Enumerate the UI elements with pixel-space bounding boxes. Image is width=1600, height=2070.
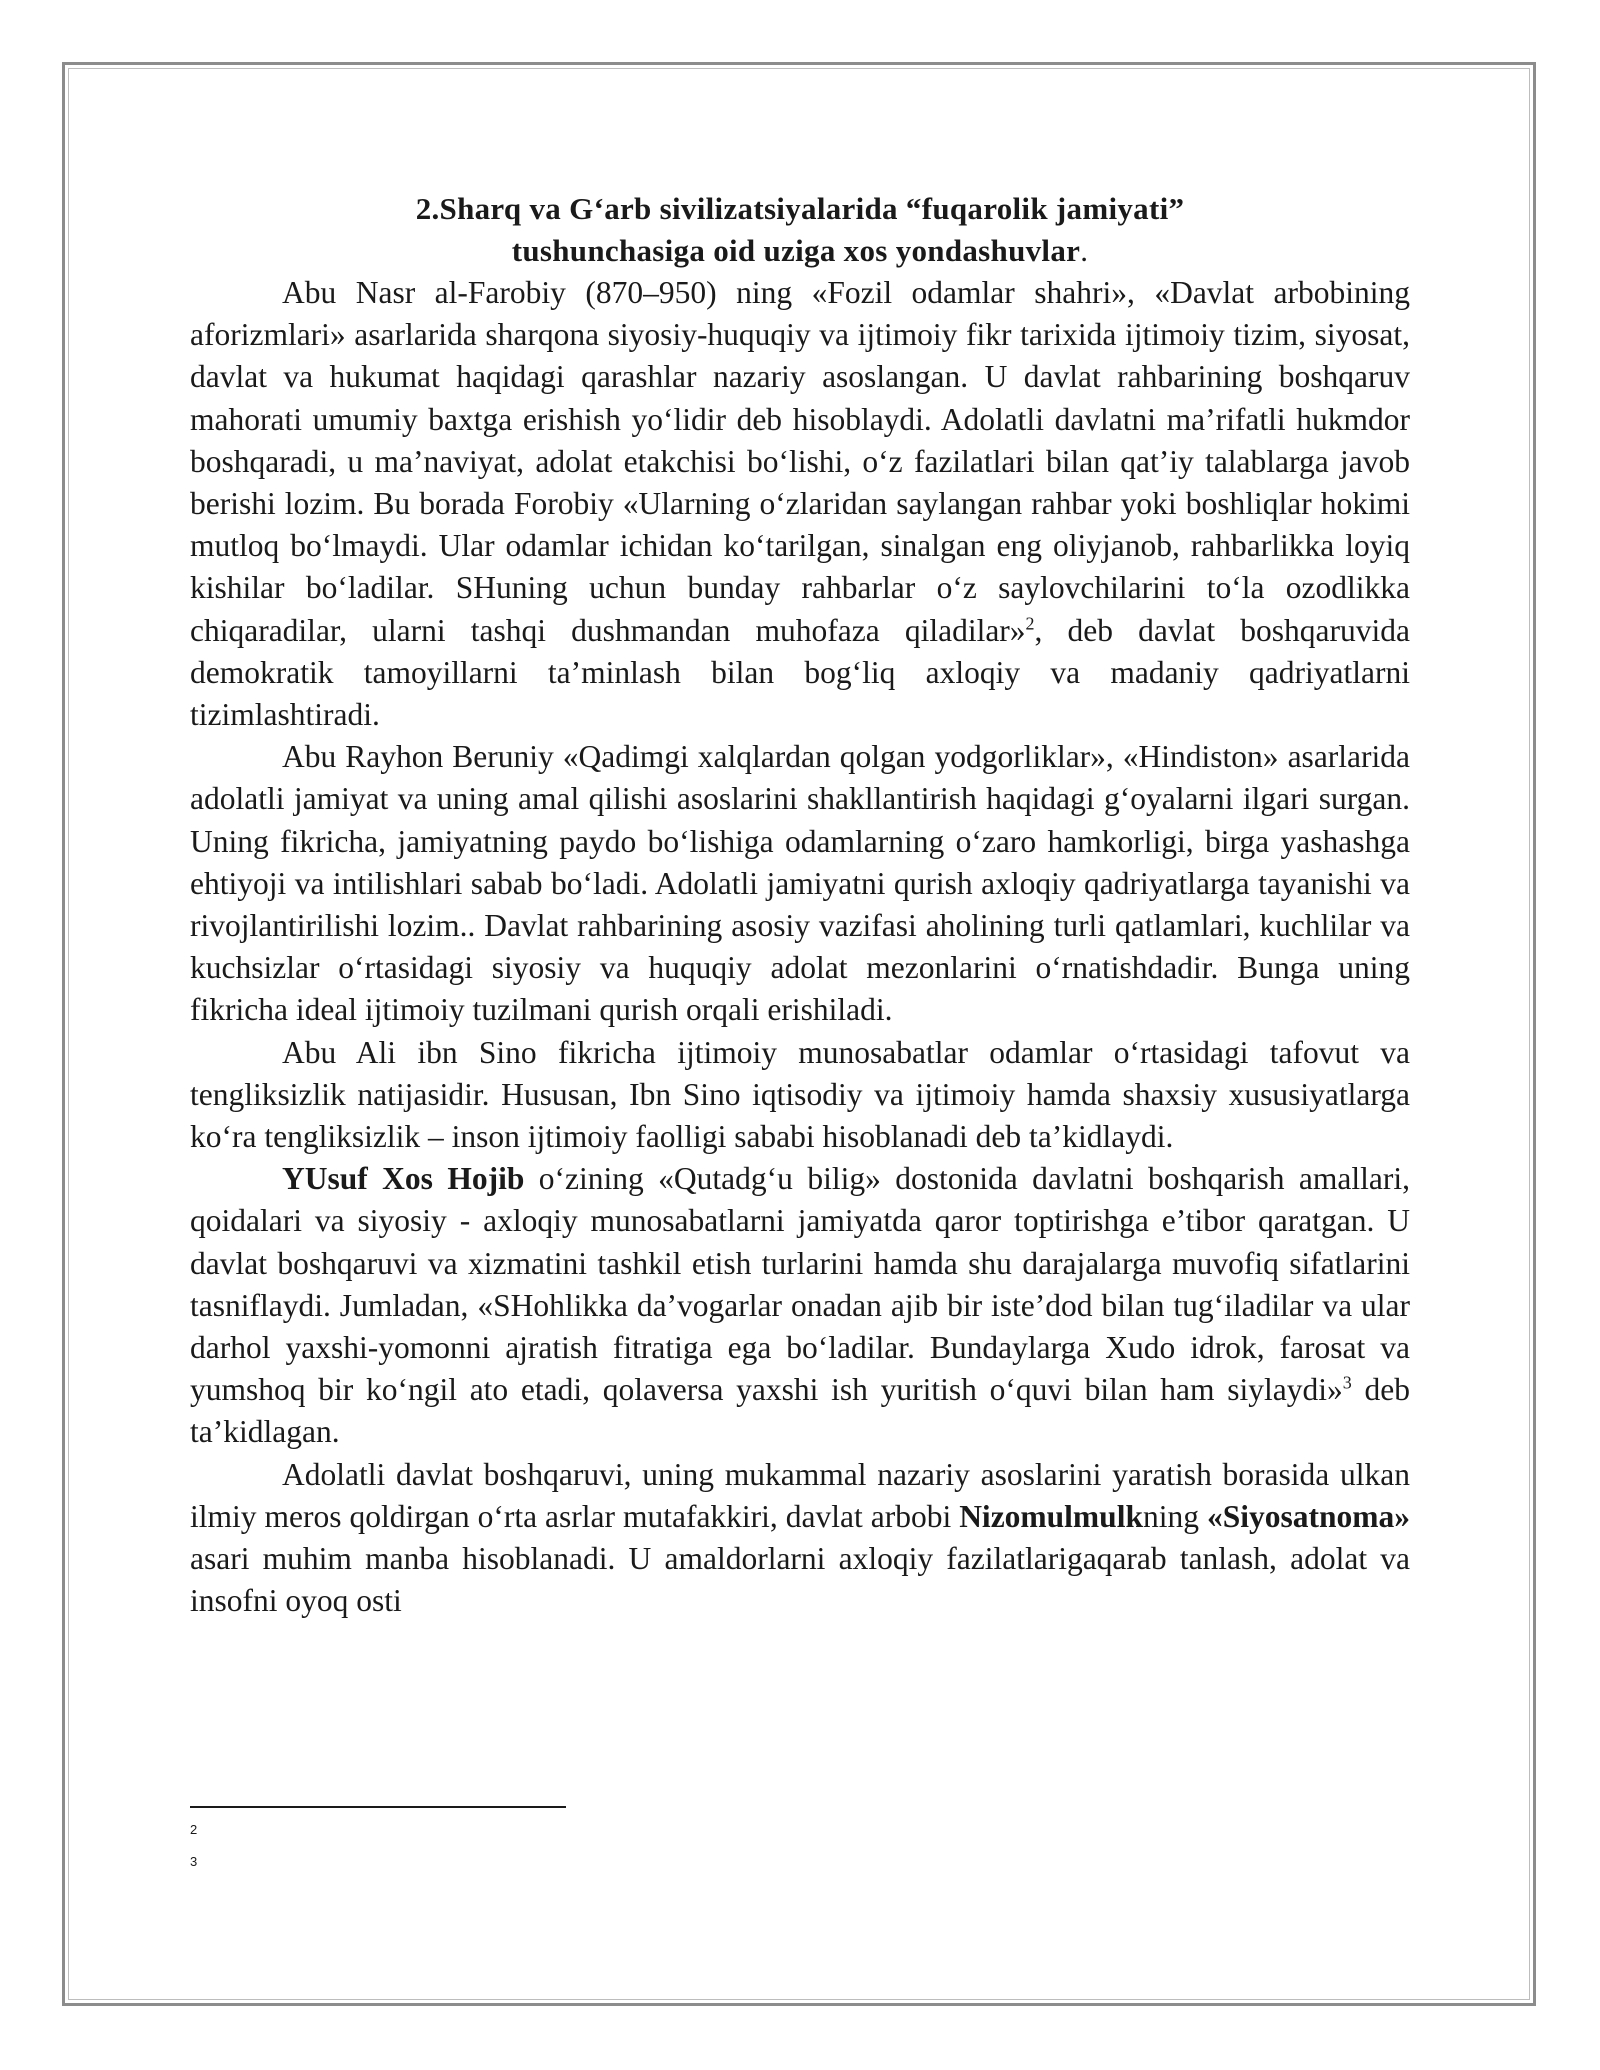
section-title (190, 188, 1410, 272)
yusuf-text-end: deb ta’kidlagan. (190, 1372, 1410, 1450)
paragraph-farobiy (190, 272, 1410, 736)
yusuf-name: YUsuf Xos Hojib (282, 1161, 525, 1197)
footnote-ref-3[interactable]: 3 (1342, 1372, 1352, 1393)
nizom-text-end: asari muhim manba hisoblanadi. U amaldorlarni axloqiy fazilatlarigaqarab tanlash, adolat va insofni oyoq osti (190, 1541, 1410, 1619)
footnote-separator (190, 1806, 566, 1808)
title-line-1: 2.Sharq va G‘arb sivilizatsiyalarida “fuqarolik jamiyati” (415, 191, 1185, 226)
farobiy-text: Abu Nasr al-Farobiy (870–950) ning «Fozil odamlar shahri», «Davlat arbobining aforizmlari» asarlarida sharqona siyosiy-huquqiy va ijtimoiy fikr tarixida ijtimoiy tizim, siyosat, davlat va hukumat haqidagi qarashlar nazariy asoslangan. U davlat rahbarining boshqaruv mahorati umumiy baxtga erishish yo‘lidir deb hisoblaydi. Adolatli davlatni ma’rifatli hukmdor boshqaradi, u ma’naviyat, adolat etakchisi bo‘lishi, o‘z fazilatlari bilan qat’iy talablarga javob berishi lozim. Bu borada Forobiy «Ularning o‘zlaridan saylangan rahbar yoki boshliqlar hokimi mutloq bo‘lmaydi. Ular odamlar ichidan ko‘tarilgan, sinalgan eng oliyjanob, rahbarlikka loyiq kishilar bo‘ladilar. SHuning uchun bunday rahbarlar o‘z saylovchilarini to‘la ozodlikka chiqaradilar, ularni tashqi dushmandan muhofaza qiladilar» (190, 275, 1410, 648)
nizom-book: «Siyosatnoma» (1206, 1498, 1410, 1534)
nizom-text: Adolatli davlat boshqaruvi, uning mukammal nazariy asoslarini yaratish borasida ulkan ilmiy meros qoldirgan o‘rta asrlar mutafakkiri, davlat arbobi (190, 1456, 1410, 1534)
document-body (190, 188, 1410, 1623)
nizom-suffix: ning (1142, 1498, 1207, 1534)
footnote-3: 3 (190, 1854, 198, 1869)
paragraph-nizomulmulk (190, 1454, 1410, 1623)
farobiy-text-end: , deb davlat boshqaruvida demokratik tamoyillarni ta’minlash bilan bog‘liq axloqiy va madaniy qadriyatlarni tizimlashtiradi. (190, 612, 1410, 733)
paragraph-yusuf (190, 1158, 1410, 1453)
title-line-2-text: tushunchasiga oid uziga xos yondashuvlar (511, 233, 1081, 268)
paragraph-ibn-sino: Abu Ali ibn Sino fikricha ijtimoiy munosabatlar odamlar o‘rtasidagi tafovut va tengliksizlik natijasidir. Hususan, Ibn Sino iqtisodiy va ijtimoiy hamda shaxsiy xususiyatlarga ko‘ra tengliksizlik – inson ijtimoiy faolligi sababi hisoblanadi deb ta’kidlaydi. (190, 1034, 1410, 1155)
paragraph-beruniy: Abu Rayhon Beruniy «Qadimgi xalqlardan qolgan yodgorliklar», «Hindiston» asarlarida adolatli jamiyat va uning amal qilishi asoslarini shakllantirish haqidagi g‘oyalarni ilgari surgan. Uning fikricha, jamiyatning paydo bo‘lishiga odamlarning o‘zaro hamkorligi, birga yashashga ehtiyoji va intilishlari sabab bo‘ladi. Adolatli jamiyatni qurish axloqiy qadriyatlarga tayanishi va rivojlantirilishi lozim.. Davlat rahbarining asosiy vazifasi aholining turli qatlamlari, kuchlilar va kuchsizlar o‘rtasidagi siyosiy va huquqiy adolat mezonlarini o‘rnatishdadir. Bunga uning fikricha ideal ijtimoiy tuzilmani qurish orqali erishiladi. (190, 739, 1410, 1028)
title-line-2: tushunchasiga oid uziga xos yondashuvlar. (511, 233, 1089, 268)
yusuf-text: o‘zining «Qutadg‘u bilig» dostonida davlatni boshqarish amallari, qoidalari va siyosiy - axloqiy munosabatlarni jamiyatda qaror toptirishga e’tibor qaratgan. U davlat boshqaruvi va xizmatini tashkil etish turlarini hamda shu darajalarga muvofiq sifatlarini tasniflaydi. Jumladan, «SHohlikka da’vogarlar onadan ajib bir iste’dod bilan tug‘iladilar va ular darhol yaxshi-yomonni ajratish fitratiga ega bo‘ladilar. Bundaylarga Xudo idrok, farosat va yumshoq bir ko‘ngil ato etadi, qolaversa yaxshi ish yuritish o‘quvi bilan ham siylaydi» (190, 1161, 1410, 1408)
footnote-ref-2[interactable]: 2 (1025, 613, 1035, 634)
footnote-2: 2 (190, 1822, 198, 1837)
nizom-name: Nizomulmulk (959, 1498, 1143, 1534)
